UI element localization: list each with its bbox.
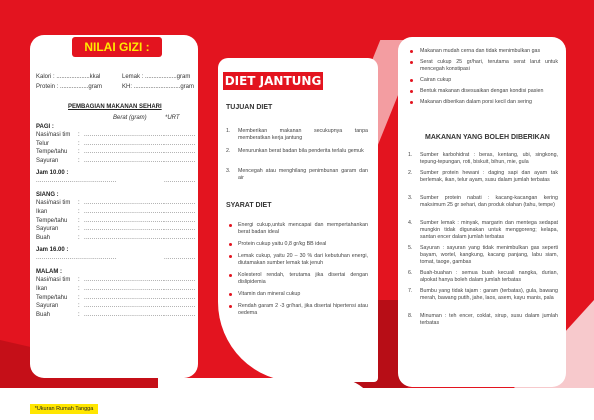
meal-colon: : bbox=[78, 303, 80, 310]
syarat-item: Lemak cukup, yaitu 20 – 30 % dari kebutuhan energi, diutamakan sumber lemak tak jenuh bbox=[238, 253, 368, 266]
meal-urt-blank: ................ bbox=[164, 132, 196, 138]
boleh-number: 2. bbox=[408, 170, 413, 176]
tujuan-number: 1. bbox=[226, 128, 231, 134]
meal-colon: : bbox=[78, 157, 80, 164]
meal-colon: : bbox=[78, 311, 80, 318]
syarat-lanjutan-item: Makanan diberikan dalam porsi kecil dan sering bbox=[420, 99, 532, 105]
kalori-field: Kalori : ....................kkal bbox=[36, 74, 101, 80]
col-urt: *URT bbox=[165, 115, 180, 121]
syarat-lanjutan-item: Cairan cukup bbox=[420, 77, 452, 83]
meal-item: Nasi/nasi tim bbox=[36, 132, 71, 138]
boleh-number: 3. bbox=[408, 195, 413, 201]
bullet-icon bbox=[410, 50, 413, 53]
syarat-item: Protein cukup yaitu 0,8 gr/kg BB ideal bbox=[238, 241, 327, 247]
meal-berat-blank: ......................................... bbox=[84, 209, 165, 215]
boleh-item: Bumbu yang tidak tajam : garam (terbatas), gula, bawang merah, bawang putih, jahe, laos, asem, kayu manis, pala bbox=[420, 288, 558, 301]
tujuan-item: Mencegah atau menghilang penimbunan garam dan air bbox=[238, 168, 368, 181]
meal-urt-blank: ................ bbox=[164, 200, 196, 207]
meal-item: Sayuran bbox=[36, 303, 59, 310]
meal-berat-blank: ......................................... bbox=[84, 157, 165, 164]
meal-colon: : bbox=[78, 277, 80, 284]
tujuan-item: Memberikan makanan secukupnya tanpa memberatkan kerja jantung bbox=[238, 128, 368, 141]
meal-urt-blank: ................ bbox=[164, 157, 196, 164]
meal-colon: : bbox=[78, 234, 80, 241]
col-berat: Berat (gram) bbox=[113, 115, 147, 121]
meal-item: Nasi/nasi tim bbox=[36, 200, 71, 207]
boleh-item: Sumber lemak : minyak, margarin dan mentega sedapat mungkin tidak digunakan untuk menggoreng; kelapa, santan encer dalam jumlah terbatas bbox=[420, 220, 558, 240]
tujuan-item: Menurunkan berat badan bila penderita terlalu gemuk bbox=[238, 148, 364, 154]
pagi-label: PAGI : bbox=[36, 124, 54, 130]
meal-colon: : bbox=[78, 294, 80, 301]
meal-item: Ikan bbox=[36, 286, 48, 292]
nilai-gizi-title: NILAI GIZI : bbox=[72, 37, 162, 57]
bullet-icon bbox=[410, 90, 413, 93]
syarat-title: SYARAT DIET bbox=[226, 202, 272, 209]
meal-berat-blank: ......................................... bbox=[84, 149, 165, 156]
meal-colon: : bbox=[78, 226, 80, 233]
meal-colon: : bbox=[78, 200, 80, 207]
boleh-number: 5. bbox=[408, 245, 413, 251]
tujuan-number: 2. bbox=[226, 148, 231, 154]
meal-item: Tempe/tahu bbox=[36, 217, 68, 224]
meal-urt-blank: ................ bbox=[164, 294, 196, 301]
meal-item: Telur bbox=[36, 140, 50, 147]
syarat-item: Vitamin dan mineral cukup bbox=[238, 291, 301, 297]
decorative-wave bbox=[158, 378, 378, 420]
boleh-number: 4. bbox=[408, 220, 413, 226]
boleh-item: Sumber protein hewani : daging sapi dan ayam tak berlemak, ikan, telur ayam, susu dalam jumlah terbatas bbox=[420, 170, 558, 183]
meal-urt-blank: ................ bbox=[164, 234, 196, 241]
siang-label: SIANG : bbox=[36, 192, 59, 199]
protein-field: Protein : .................gram bbox=[36, 84, 103, 90]
meal-urt-blank: ................ bbox=[164, 286, 196, 292]
meal-item: Buah bbox=[36, 311, 51, 318]
meal-colon: : bbox=[78, 132, 80, 138]
meal-item: Ikan bbox=[36, 209, 48, 215]
boleh-number: 1. bbox=[408, 152, 413, 158]
jam-10-blank: ......................................... bbox=[36, 178, 117, 185]
kh-field: KH: ............................gram bbox=[122, 84, 195, 90]
meal-berat-blank: ......................................... bbox=[84, 200, 165, 207]
jam-10: Jam 10.00 : bbox=[36, 170, 69, 177]
meal-berat-blank: ......................................... bbox=[84, 311, 165, 318]
meal-urt-blank: ................ bbox=[164, 303, 196, 310]
bullet-icon bbox=[229, 243, 232, 246]
bullet-icon bbox=[229, 293, 232, 296]
meal-urt-blank: ................ bbox=[164, 209, 196, 215]
meal-item: Tempe/tahu bbox=[36, 149, 68, 156]
jam-16-blank: ......................................... bbox=[36, 255, 117, 262]
boleh-number: 6. bbox=[408, 270, 413, 276]
meal-berat-blank: ......................................... bbox=[84, 277, 165, 284]
boleh-title: MAKANAN YANG BOLEH DIBERIKAN bbox=[425, 134, 550, 141]
boleh-item: Sayuran : sayuran yang tidak menimbulkan gas seperti bayam, wortel, kangkung, kacang panjang, labu siam, tomat, taoge, gambas bbox=[420, 245, 558, 265]
meal-berat-blank: ......................................... bbox=[84, 303, 165, 310]
tujuan-number: 3. bbox=[226, 168, 231, 174]
meal-berat-blank: ......................................... bbox=[84, 234, 165, 241]
syarat-lanjutan-item: Makanan mudah cerna dan tidak menimbulkan gas bbox=[420, 48, 541, 54]
syarat-lanjutan-item: Bentuk makanan disesuaikan dengan kondisi pasien bbox=[420, 88, 544, 94]
meal-urt-blank: ................ bbox=[164, 140, 196, 147]
syarat-item: Rendah garam 2 -3 gr/hari, jika disertai hipertensi atau oedema bbox=[238, 303, 368, 316]
boleh-number: 8. bbox=[408, 313, 413, 319]
syarat-lanjutan-item: Serat cukup 25 gr/hari, terutama serat larut untuk mencegah konstipasi bbox=[420, 59, 558, 72]
diet-jantung-title: DIET JANTUNG bbox=[224, 74, 322, 88]
bullet-icon bbox=[229, 255, 232, 258]
meal-colon: : bbox=[78, 209, 80, 215]
meal-urt-blank: ................ bbox=[164, 217, 196, 224]
meal-berat-blank: ......................................... bbox=[84, 140, 165, 147]
lemak-field: Lemak : ...................gram bbox=[122, 74, 191, 80]
bullet-icon bbox=[229, 224, 232, 227]
boleh-item: Minuman : teh encer, coklat, sirup, susu dalam jumlah terbatas bbox=[420, 313, 558, 326]
meal-berat-blank: ......................................... bbox=[84, 226, 165, 233]
jam-16-urt-blank: ................ bbox=[164, 255, 196, 262]
meal-item: Sayuran bbox=[36, 226, 59, 233]
meal-colon: : bbox=[78, 217, 80, 224]
meal-urt-blank: ................ bbox=[164, 311, 196, 318]
boleh-item: Sumber protein nabati : kacang-kacangan kering maksimum 25 gr sehari, dan produk olahan (tahu, tempe) bbox=[420, 195, 558, 208]
syarat-item: Energi cukup,untuk mencapai dan mempertahankan berat badan ideal bbox=[238, 222, 368, 235]
bullet-icon bbox=[410, 79, 413, 82]
bullet-icon bbox=[229, 274, 232, 277]
meal-berat-blank: ......................................... bbox=[84, 217, 165, 224]
meal-berat-blank: ......................................... bbox=[84, 132, 165, 138]
tujuan-title: TUJUAN DIET bbox=[226, 104, 273, 111]
meal-item: Tempe/tahu bbox=[36, 294, 68, 301]
malam-label: MALAM : bbox=[36, 269, 62, 276]
bullet-icon bbox=[229, 305, 232, 308]
bullet-icon bbox=[410, 61, 413, 64]
boleh-item: Sumber karbohidrat : beras, kentang, ubi, singkong, tepung-tepungan, roti, biskuit, bihun, mie, gula bbox=[420, 152, 558, 165]
syarat-item: Kolesterol rendah, terutama jika disertai dengan dislipidemia bbox=[238, 272, 368, 285]
jam-10-urt-blank: ................ bbox=[164, 178, 196, 185]
meal-berat-blank: ......................................... bbox=[84, 294, 165, 301]
boleh-item: Buah-buahan : semua buah kecuali nangka, durian, alpokat hanya boleh dalam jumlah terbatas bbox=[420, 270, 558, 283]
footnote: *Ukuran Rumah Tangga bbox=[30, 404, 98, 414]
meal-item: Buah bbox=[36, 234, 51, 241]
meal-colon: : bbox=[78, 149, 80, 156]
meal-urt-blank: ................ bbox=[164, 226, 196, 233]
boleh-number: 7. bbox=[408, 288, 413, 294]
meal-colon: : bbox=[78, 140, 80, 147]
pembagian-title: PEMBAGIAN MAKANAN SEHARI bbox=[68, 104, 162, 110]
bullet-icon bbox=[410, 101, 413, 104]
jam-16: Jam 16.00 : bbox=[36, 247, 69, 254]
meal-colon: : bbox=[78, 286, 80, 292]
meal-berat-blank: ......................................... bbox=[84, 286, 165, 292]
meal-item: Sayuran bbox=[36, 157, 59, 164]
meal-urt-blank: ................ bbox=[164, 149, 196, 156]
meal-item: Nasi/nasi tim bbox=[36, 277, 71, 284]
meal-urt-blank: ................ bbox=[164, 277, 196, 284]
